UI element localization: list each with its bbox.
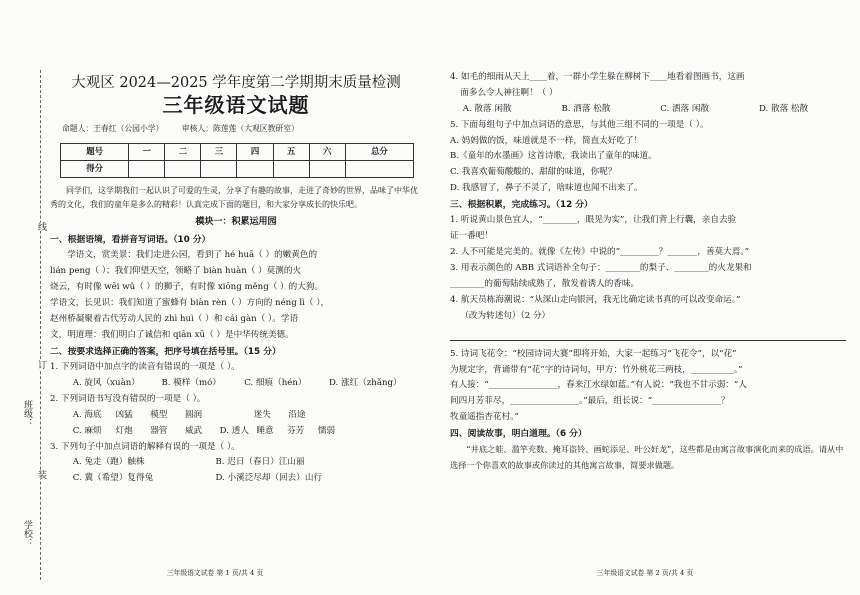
option[interactable]: A. 旋风（xuàn）	[72, 377, 140, 388]
question-2-5: 5. 下面每组句子中加点词语的意思，与其他三组不同的一项是（ ）。	[450, 119, 709, 130]
exam-subtitle: 三年级语文试题	[162, 93, 310, 118]
answer-line[interactable]	[450, 329, 846, 341]
score-cell: 三	[201, 143, 237, 160]
pinyin-line: 学语文，长见识：我们知道了蜜蜂有 biàn rèn（ ）方向的 néng lì（ ），	[50, 298, 330, 309]
question-2-2-options-row1	[50, 408, 422, 424]
score-cell: 总分	[345, 143, 413, 160]
option[interactable]: B. 模样（mó）	[161, 377, 221, 388]
score-cell: 五	[273, 143, 309, 160]
question-3-3: 3. 用表示颜色的 ABB 式词语补全句子：________的梨子、________的火龙果和	[450, 263, 752, 274]
score-table	[60, 143, 414, 178]
author-setter: 命题人：王春红（公园小学）	[62, 124, 164, 134]
score-input-cell[interactable]	[237, 160, 273, 177]
section-four-title: 四、阅读故事，明白道理。（6 分）	[450, 429, 587, 440]
option-word: 圆润	[184, 409, 203, 420]
option-word: 灯炮	[115, 425, 133, 436]
seal-label-line: 线	[36, 222, 46, 231]
module-title: 模块一：积累运用园	[195, 216, 277, 227]
page-two-content	[450, 70, 846, 473]
option[interactable]: D. 我感冒了，鼻子不灵了，啥味道也闻不出来了。	[450, 183, 643, 194]
score-cell: 二	[165, 143, 201, 160]
class-label: 班级：	[22, 400, 32, 427]
question-3-3-cont: ________的葡萄陆续成熟了，散发着诱人的香味。	[450, 278, 640, 289]
author-reviewer: 审核人：陈莲莲（大观区教研室）	[181, 124, 299, 134]
question-2-1: 1. 下列词语中加点字的读音有错误的一项是（ ）。	[50, 362, 240, 373]
score-input-cell[interactable]	[165, 160, 201, 177]
score-input-cell[interactable]	[129, 160, 165, 177]
option-word: 芬芳	[287, 425, 305, 436]
option-word: 凶猛	[115, 409, 133, 420]
question-2-3-options-row2	[50, 471, 422, 487]
option[interactable]: A. 妈妈做的饭，味道就是不一样，简直太好吃了！	[450, 135, 643, 146]
pinyin-line: 学语文，赏美景：我们走进公园，看到了 hé huā（ ）的嫩黄色的	[67, 250, 318, 261]
option[interactable]: B. 迟日（春日）江山丽	[215, 457, 305, 468]
option[interactable]: D. 小溪泛尽却（回去）山行	[215, 473, 323, 484]
page-one-footer: 三年级语文试卷 第 1 页/共 4 页	[166, 569, 264, 577]
exam-title: 大观区 2024—2025 学年度第二学期期末质量检测	[71, 75, 401, 91]
question-2-4-options	[450, 102, 846, 118]
option[interactable]: C. 洒落 闲散	[660, 103, 710, 114]
question-3-4-cont: （改为转述句）（2 分）	[460, 310, 551, 321]
question-2-2: 2. 下列词语书写没有错误的一项是（ ）。	[50, 393, 206, 404]
option[interactable]: A. 散落 闲散	[462, 103, 512, 114]
question-3-5-cont: 牧童遥指杏花村。”	[450, 412, 519, 423]
section-two-title: 二、按要求选择正确的答案，把序号填在括号里。（15 分）	[50, 346, 281, 357]
question-2-3: 3. 下列句子中加点词语的解释有误的一项是（ ）。	[50, 441, 240, 452]
option-word: 模型	[150, 409, 168, 420]
question-3-1: 1. 听说黄山景色宜人，“________，眼见为实”，让我们背上行囊，亲自去验	[450, 215, 737, 226]
authors	[62, 122, 422, 136]
pinyin-line: 烧云，有时像 wēi wǔ（ ）的狮子，有时像 xiōng měng（ ）的大狗。	[50, 282, 324, 293]
question-3-1-cont: 证一番吧！	[450, 231, 493, 242]
page-two-footer: 三年级语文试卷 第 2 页/共 4 页	[596, 569, 694, 577]
section-three-title: 三、根据积累，完成练习。（12 分）	[450, 200, 593, 211]
option[interactable]: D. 散落 松散	[758, 103, 809, 114]
option-word: 器管	[150, 425, 168, 436]
score-input-cell[interactable]	[201, 160, 237, 177]
score-table-score-row	[61, 160, 414, 177]
option[interactable]: C. 我喜欢葡萄酸酸的、甜甜的味道，你呢？	[450, 167, 617, 178]
score-input-cell[interactable]	[273, 160, 309, 177]
option-word: 迷失	[253, 409, 271, 420]
score-table-header-row	[61, 143, 414, 160]
pinyin-line: 赵州桥凝聚着古代劳动人民的 zhì huì（ ）和 cái gàn（ ）。学语	[50, 314, 299, 325]
page-one-content	[50, 74, 422, 487]
option-word: 睡意	[256, 425, 274, 436]
score-cell: 四	[237, 143, 273, 160]
question-3-5-cont: 间四月芳菲尽，________________。”最后，组长说：“________________？	[450, 396, 730, 407]
option-word: 威武	[184, 425, 203, 436]
section-one-body	[50, 248, 422, 343]
question-2-4-cont: 面多么令人神往啊！（ ）	[460, 87, 558, 98]
section-four-text: “井底之蛙、滥竽充数、掩耳盗铃、画蛇添足、叶公好龙”，这些都是由寓言故事演化而来的成语。请从中选择一个你喜欢的故事或你读过的其他寓言故事，简要求做题。	[450, 444, 844, 470]
question-3-2: 2. 人不可能是完美的。就像《左传》中说的“_________？_______，善莫大焉。”	[450, 247, 750, 258]
question-2-3-options-row1	[50, 455, 422, 471]
option[interactable]: B. 洒落 松散	[561, 103, 611, 114]
option-word: C. 麻烦	[72, 425, 102, 436]
option[interactable]: D. 涨红（zhǎng）	[328, 377, 402, 388]
intro-text: 同学们，这学期我们一起认识了可爱的生灵，分享了有趣的故事，走进了奇妙的世界，品味了中华优秀的文化，我们的童年是多么的精彩！认真完成下面的题目，和大家分享成长的快乐吧。	[50, 185, 418, 209]
score-cell: 得分	[61, 160, 129, 177]
option-word: D. 透人	[219, 425, 249, 436]
question-2-2-options-row2	[50, 424, 422, 440]
page-two	[430, 0, 860, 595]
pinyin-line: 文，明道理：我们明白了诚信和 qiān xū（ ）是中华传统美德。	[50, 329, 294, 340]
option[interactable]: A. 兔走（跑）触株	[72, 457, 145, 468]
pinyin-line: lián peng（ ）；我们仰望天空，领略了 biàn huàn（ ）莫测的火	[50, 266, 302, 277]
option-word: 懦弱	[317, 425, 336, 436]
question-2-1-options	[50, 376, 422, 392]
option-word: A. 海底	[72, 409, 102, 420]
question-2-4: 4. 如毛的细雨从天上____着，一群小学生躲在柳树下____地看着图画书，这画	[450, 72, 745, 82]
section-one-title: 一、根据语境，看拼音写词语。（10 分）	[50, 235, 211, 246]
score-input-cell[interactable]	[309, 160, 345, 177]
seal-label-zhuang: 装	[36, 470, 46, 479]
binding-line	[40, 70, 41, 580]
option[interactable]: C. 细痕（hén）	[244, 377, 307, 388]
option[interactable]: B.《童年的水墨画》这首诗歌，我读出了童年的味道。	[450, 151, 657, 162]
score-cell: 一	[129, 143, 165, 160]
question-3-5: 5. 诗词飞花令：“校园诗词大赛”即将开始，大家一起练习“飞花令”，以“花”	[450, 348, 737, 359]
question-3-5-cont: 有人接：“________________，春来江水绿如蓝。”有人说：“我也不甘示弱：“人	[450, 380, 747, 391]
seal-label-ding: 订	[36, 360, 46, 369]
binding-margin	[0, 0, 46, 595]
question-3-5-cont: 为规定字，背诵带有“花”字的诗词句，甲方：竹外桃花三两枝，__________。”	[450, 364, 743, 375]
score-cell: 题号	[61, 143, 129, 160]
question-3-4: 4. 航天员栋海潮说：“从深山走向银河，我无比确定读书真的可以改变命运。”	[450, 294, 741, 305]
school-label: 学校：	[22, 520, 32, 547]
score-cell: 六	[309, 143, 345, 160]
score-input-cell[interactable]	[345, 160, 413, 177]
option-word: 沿途	[288, 409, 306, 420]
option[interactable]: C. 冀（希望）复得兔	[72, 473, 154, 484]
